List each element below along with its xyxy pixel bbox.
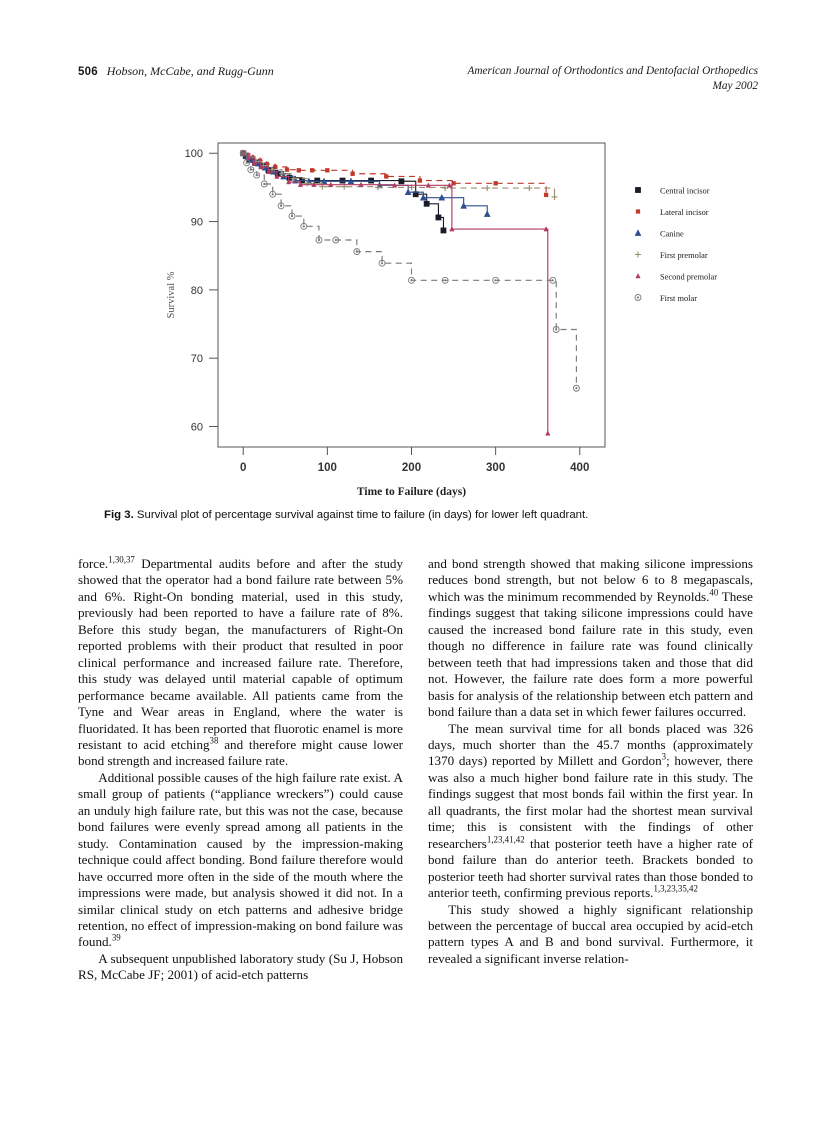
- legend-label: First molar: [660, 293, 697, 303]
- marker-dot: [272, 193, 274, 195]
- figure-caption-label: Fig 3.: [104, 509, 134, 521]
- data-point-marker: [635, 230, 641, 236]
- data-point-marker: [285, 168, 289, 172]
- x-axis-tick-label: 0: [240, 462, 247, 474]
- running-head: [78, 64, 758, 106]
- data-point-marker: [494, 181, 498, 185]
- body-right-paragraph: and bond strength showed that making silicone impressions reduces bond strength, but not below 6 to 8 megapascals, which was the minimum recommended by Reynolds.$^{40}$ These findings suggest that taking silicone impressions could have caused the increased bond failure rate in this study, even though no difference in failure rate was found clinically between teeth that had impressions taken and those that did not. However, the failure rate does form a more powerful basis for analysis of the relationship between etch pattern and bond failure than a data set in which fewer failures occurred.: [428, 556, 753, 720]
- data-point-marker: [325, 168, 329, 172]
- body-left-paragraph: Additional possible causes of the high failure rate exist. A small group of patients (“appliance wreckers”) could cause an unduly high failure rate, but this was not the case, because bond failures were evenly spread among all patients in the study. Contamination caused by the impression-making technique could affect bonding. Bond failure therefore would have occurred more often in the side of the mouth where the impressions were made, but analysis showed it did not. In a similar clinical study on etch patterns and adhesive bridge retention, no effect of impression-making on bond failure was found.$^{39}$: [78, 769, 403, 950]
- y-axis-tick-label: 80: [190, 284, 203, 297]
- figure-3: [78, 128, 758, 528]
- marker-dot: [410, 279, 412, 281]
- marker-dot: [335, 239, 337, 241]
- data-point-marker: [635, 295, 641, 301]
- body-column-right: [428, 556, 753, 967]
- legend-label: Second premolar: [660, 272, 717, 282]
- body-column-left: [78, 556, 403, 984]
- data-point-marker: [452, 181, 456, 185]
- marker-dot: [495, 279, 497, 281]
- marker-dot: [318, 239, 320, 241]
- x-axis-tick-label: 300: [486, 462, 506, 474]
- figure-caption-text: Survival plot of percentage survival against time to failure (in days) for lower left quadrant.: [136, 509, 589, 521]
- issue-date: May 2002: [712, 80, 758, 92]
- legend-label: Lateral incisor: [660, 207, 709, 217]
- data-point-marker: [384, 175, 388, 179]
- data-point-marker: [441, 228, 446, 233]
- marker-dot: [356, 251, 358, 253]
- running-head-left: [78, 64, 274, 79]
- marker-dot: [575, 387, 577, 389]
- page-number: 506: [78, 66, 98, 78]
- data-point-marker: [315, 178, 320, 183]
- legend-label: Central incisor: [660, 186, 710, 196]
- body-left-paragraph: A subsequent unpublished laboratory study (Su J, Hobson RS, McCabe JF; 2001) of acid-etch patterns: [78, 950, 403, 983]
- body-right-paragraph: The mean survival time for all bonds placed was 326 days, much shorter than the 45.7 months (approximately 1370 days) reported by Millett and Gordon$^3$; however, there was also a much higher bond failure rate in this study. The findings suggest that most bonds fail within the first year. In all quadrants, the first molar had the shortest mean survival time; this is consistent with the findings of other researchers$^{1,23,41,42}$ that posterior teeth have a higher rate of bond failure than do anterior teeth. Brackets bonded to posterior teeth had shorter survival rates than those bonded to anterior teeth, confirming previous reports.$^{1,3,23,35,42}$: [428, 720, 753, 901]
- data-point-marker: [636, 274, 640, 278]
- data-point-marker: [418, 179, 422, 183]
- data-point-marker: [424, 201, 429, 206]
- marker-dot: [280, 205, 282, 207]
- data-point-marker: [340, 178, 345, 183]
- body-right-paragraph: This study showed a highly significant relationship between the percentage of buccal area occupied by acid-etch pattern types A and B and bond survival. Furthermore, it revealed a significant inverse relation-: [428, 901, 753, 966]
- marker-dot: [555, 328, 557, 330]
- x-axis-tick-label: 200: [401, 462, 422, 474]
- data-point-marker: [544, 193, 548, 197]
- marker-dot: [250, 169, 252, 171]
- marker-dot: [552, 279, 554, 281]
- y-axis-tick-label: 90: [190, 216, 203, 229]
- data-point-marker: [297, 168, 301, 172]
- marker-dot: [256, 174, 258, 176]
- marker-dot: [242, 152, 244, 154]
- legend-item: [635, 294, 697, 303]
- marker-dot: [246, 162, 248, 164]
- running-head-right: [467, 64, 758, 94]
- legend-item: [636, 272, 717, 281]
- marker-dot: [444, 279, 446, 281]
- body-left-paragraph: force.$^{1,30,37}$ Departmental audits before and after the study showed that the operator had a bond failure rate between 5% and 6%. Right-On bonding material, used in this study, previously had been reported to have a failure rate of 8%. Before this study began, the manufacturers of Right-On reported problems with their product that resulted in poor clinical performance and increased failure rate. Therefore, this study was delayed until material capable of optimum performance became available. All patients came from the Tyne and Wear areas in England, where the water is fluoridated. It has been reported that fluorotic enamel is more resistant to acid etching$^{38}$ and therefore might cause lower bond strength and increased failure rate.: [78, 554, 403, 769]
- x-axis-tick-label: 400: [570, 462, 590, 474]
- legend-item: [636, 208, 709, 217]
- legend-item: [635, 186, 709, 195]
- legend-label: First premolar: [660, 250, 708, 260]
- data-point-marker: [635, 187, 640, 192]
- chart-legend: [635, 186, 717, 303]
- data-point-marker: [369, 178, 374, 183]
- marker-dot: [263, 183, 265, 185]
- x-axis-tick-label: 100: [317, 462, 337, 474]
- data-point-marker: [399, 179, 404, 184]
- data-point-marker: [310, 168, 314, 172]
- marker-dot: [637, 296, 639, 298]
- figure-caption: [104, 508, 744, 523]
- data-point-marker: [635, 252, 641, 258]
- data-point-marker: [351, 172, 355, 176]
- data-point-marker: [436, 215, 441, 220]
- legend-item: [635, 251, 708, 260]
- y-axis-tick-label: 100: [184, 148, 203, 161]
- y-axis-title: Survival %: [166, 271, 177, 319]
- journal-title: American Journal of Orthodontics and Dentofacial Orthopedics: [467, 65, 758, 77]
- x-axis-title: Time to Failure (days): [356, 486, 467, 498]
- legend-label: Canine: [660, 229, 684, 239]
- legend-item: [635, 229, 684, 238]
- marker-dot: [303, 225, 305, 227]
- y-axis-tick-label: 70: [190, 353, 203, 366]
- running-head-authors: Hobson, McCabe, and Rugg-Gunn: [106, 64, 274, 78]
- marker-dot: [381, 262, 383, 264]
- y-axis-tick-label: 60: [190, 421, 203, 434]
- data-point-marker: [636, 210, 640, 214]
- marker-dot: [291, 215, 293, 217]
- survival-plot-chart: [78, 128, 758, 528]
